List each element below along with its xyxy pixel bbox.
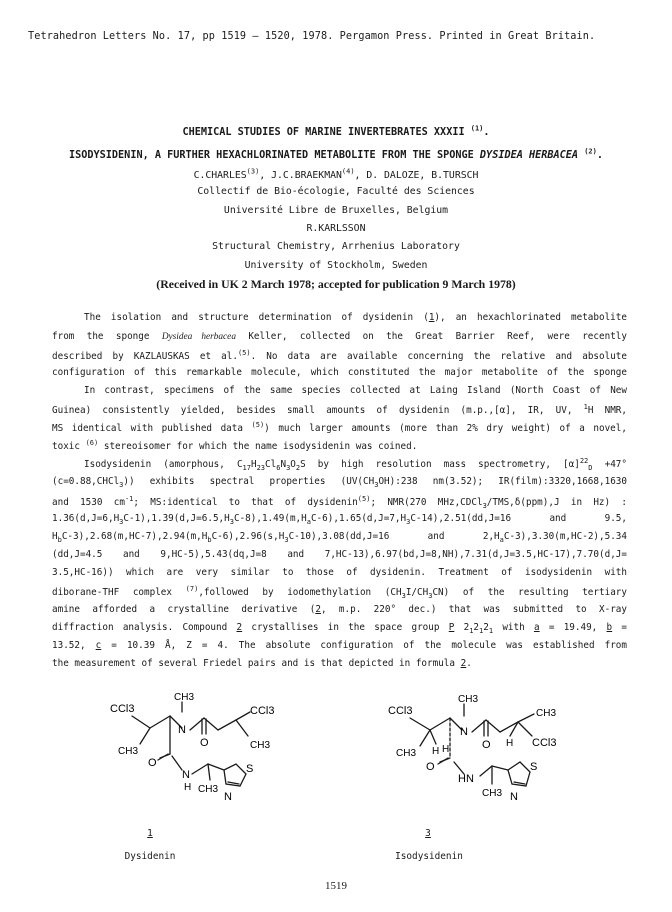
received-line: (Received in UK 2 March 1978; accepted for publication 9 March 1978): [156, 277, 516, 291]
ch3-label: CH3: [482, 788, 503, 799]
ch3-label: CH3: [198, 784, 219, 795]
body-line: The isolation and structure determination of dysidenin (1), an hexachlorinated metabolite: [84, 312, 627, 323]
o-label: O: [148, 757, 157, 769]
ch3-label: CH3: [118, 746, 139, 757]
dysidenin-caption: Dysidenin: [124, 851, 176, 862]
body-line: described by KAZLAUSKAS et al.$^{(5)}$. No data are available concerning the relative and absolute: [52, 349, 627, 363]
hn-label: HN: [458, 773, 474, 785]
dysidenin-structure: [100, 688, 310, 816]
ccl3-label: CCl3: [532, 737, 557, 749]
o-label: O: [482, 739, 491, 751]
body-line: amine afforded a crystalline derivative (2, m.p. 220° dec.) that was submitted to X-ray: [52, 604, 627, 615]
ccl3-label: CCl3: [388, 705, 413, 717]
body-line: Isodysidenin (amorphous, $C_{17}H_{23}Cl_6N_3O_2S$ by high resolution mass spectrometry, $[\alpha]^{22}_D +47^\circ$: [84, 457, 627, 472]
journal-header: Tetrahedron Letters No. 17, pp 1519 – 1520, 1978. Pergamon Press. Printed in Great Britain.: [28, 31, 596, 42]
body-line: In contrast, specimens of the same species collected at Laing Island (North Coast of New: [84, 385, 627, 396]
body-line: diffraction analysis. Compound 2 crystallises in the space group P $2_12_12_1$ with a = 19.49, b =: [52, 622, 627, 635]
n-label: N: [182, 769, 190, 781]
n-label: N: [224, 791, 232, 803]
structure-number-3: 3: [425, 828, 431, 839]
structure-number-1: 1: [147, 828, 153, 839]
body-line: 3.5,HC-16)) which are very similar to those of dysidenin. Treatment of isodysidenin with: [52, 567, 627, 578]
h-label: H: [432, 746, 440, 757]
s-label: S: [530, 761, 538, 773]
body-line: 13.52, c = 10.39 Å, Z = 4. The absolute configuration of the molecule was established from: [52, 640, 627, 651]
affiliation-2: Université Libre de Bruxelles, Belgium: [223, 205, 449, 216]
ch3-label: CH3: [458, 694, 479, 705]
body-line: and 1530 $cm^{-1}$; MS:identical to that of dysidenin$^{(5)}$; NMR(270 MHz,CDCl$_3$/TMS,δ(ppm),J in Hz) :: [52, 495, 628, 510]
ch3-label: CH3: [250, 740, 271, 751]
h-label: H: [506, 738, 514, 749]
n-label: N: [510, 791, 518, 803]
body-line: from the sponge Dysidea herbacea Keller, collected on the Great Barrier Reef, were recently: [52, 331, 627, 342]
ch3-label: CH3: [174, 692, 195, 703]
body-line: (c=0.88,CHCl$_3$)) exhibits spectral properties ($UV(CH_3OH):238$ nm(3.52); IR(film):3320,1668,1630: [52, 476, 627, 489]
body-line: configuration of this remarkable molecule, which constituted the major metabolite of the sponge: [52, 367, 627, 378]
body-line: $1.36(d,J=6,H_3C-1),1.39(d,J=6.5,H_3C-8),1.49(m,H_aC-6),1.65(d,J=7,H_3C-14),2.51(dd,J=16$ and 9.5,: [52, 513, 627, 526]
ch3-label: CH3: [536, 708, 557, 719]
title-line-1: [0, 125, 672, 138]
body-line: diborane-THF complex $^{(7)}$,followed by iodomethylation $(CH_3I/CH_3CN)$ of the resulting tertiary: [52, 585, 627, 600]
n-label: N: [460, 726, 468, 738]
body-line: MS identical with published data $^{(5)}$) much larger amounts (more than 2% dry weight) of a novel,: [52, 421, 627, 435]
body-line: Guinea) consistently yielded, besides small amounts of dysidenin (m.p.,[α], IR, UV, $^1$H NMR,: [52, 403, 627, 417]
h-label: H: [184, 782, 192, 793]
o-label: O: [200, 737, 209, 749]
body-line: the measurement of several Friedel pairs and is that depicted in formula 2.: [52, 658, 472, 669]
ccl3-label: CCl3: [250, 705, 275, 717]
body-line: $H_bC-3),2.68(m,HC-7),2.94(m,H_bC-6),2.96(s,H_3C-10),3.08(dd,J=16$ and $2,H_aC-3),3.30(m,HC-2),5.34$: [52, 531, 627, 544]
isodysidenin-structure: [380, 688, 590, 816]
body-line: toxic $^{(6)}$ stereoisomer for which the name isodysidenin was coined.: [52, 439, 418, 453]
title-line-2: [0, 148, 672, 161]
title-text-1: CHEMICAL STUDIES OF MARINE INVERTEBRATES XXXII $^{(1)}$.: [182, 125, 490, 139]
s-label: S: [246, 763, 254, 775]
ch3-label: CH3: [396, 748, 417, 759]
authors-text: C.CHARLES$^{(3)}$, J.C.BRAEKMAN$^{(4)}$, D. DALOZE, B.TURSCH: [193, 168, 479, 182]
n-label: N: [178, 724, 186, 736]
author-karlsson: R.KARLSSON: [306, 223, 366, 234]
affiliation-4: University of Stockholm, Sweden: [244, 260, 428, 271]
page-number: 1519: [325, 880, 347, 892]
isodysidenin-caption: Isodysidenin: [395, 851, 463, 862]
ccl3-label: CCl3: [110, 703, 135, 715]
affiliation-3: Structural Chemistry, Arrhenius Laboratory: [212, 241, 460, 252]
body-line: (dd,J=4.5 and 9,HC-5),5.43(dq,J=8 and 7,HC-13),6.97(bd,J=8,NH),7.31(d,J=3.5,HC-17),7.70(d,J=: [52, 549, 627, 560]
h-label: H: [442, 744, 450, 755]
affiliation-1: Collectif de Bio-écologie, Faculté des Sciences: [197, 186, 475, 197]
authors-line: [0, 168, 672, 181]
o-label: O: [426, 761, 435, 773]
title-text-2: ISODYSIDENIN, A FURTHER HEXACHLORINATED METABOLITE FROM THE SPONGE DYSIDEA HERBACEA $^{(2)}$.: [68, 148, 603, 162]
